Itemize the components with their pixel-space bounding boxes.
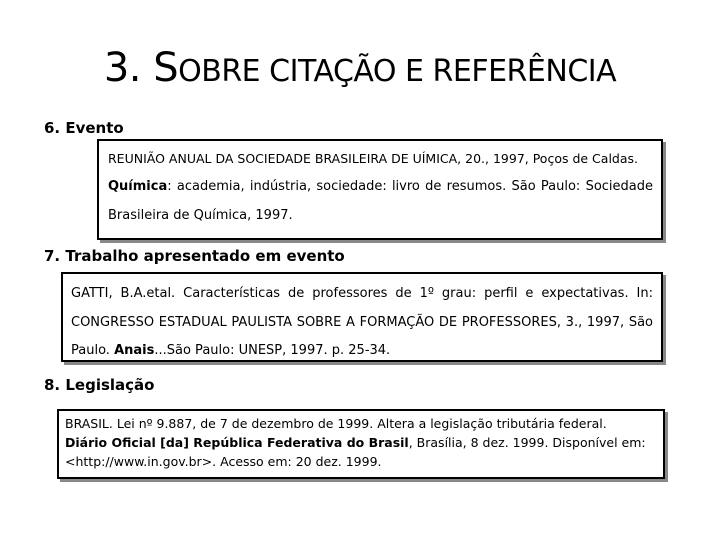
reference-line: GATTI, B.A.etal. Características de professores de 1º grau: perfil e expectativas. In: [71, 286, 653, 301]
title-part-2: Ê [526, 54, 546, 89]
section-heading-trabalho: 7. Trabalho apresentado em evento [44, 247, 345, 265]
reference-line [65, 435, 646, 450]
title-first-letter: S [153, 45, 179, 91]
reference-bold: Diário Oficial [da] República Federativa do Brasil [65, 435, 409, 450]
reference-line: BRASIL. Lei nº 9.887, de 7 de dezembro de 1999. Altera a legislação tributária federal. [65, 416, 607, 431]
reference-line [108, 179, 653, 194]
title-number: 3. [103, 45, 154, 91]
slide-title [0, 44, 720, 96]
section-heading-legislacao: 8. Legislação [44, 376, 155, 394]
reference-line: CONGRESSO ESTADUAL PAULISTA SOBRE A FORMAÇÃO DE PROFESSORES, 3., 1997, São [71, 315, 653, 330]
reference-line: REUNIÃO ANUAL DA SOCIEDADE BRASILEIRA DE UÍMICA, 20., 1997, Poços de Caldas. [108, 151, 638, 166]
reference-box-legislacao [57, 409, 665, 479]
reference-line: <http://www.in.gov.br>. Acesso em: 20 dez. 1999. [65, 454, 382, 469]
section-heading-evento: 6. Evento [44, 119, 124, 137]
title-part-1: OBRE CITAÇÃO E REFER [178, 54, 527, 89]
title-part-3: NCIA [545, 54, 617, 89]
reference-text: ...São Paulo: UNESP, 1997. p. 25-34. [154, 343, 391, 358]
reference-line: Brasileira de Química, 1997. [108, 208, 293, 223]
reference-text: Paulo. [71, 343, 115, 358]
reference-bold: Anais [114, 343, 155, 358]
reference-box-trabalho [61, 272, 663, 362]
reference-text: : academia, indústria, sociedade: livro de resumos. São Paulo: Sociedade [167, 179, 653, 194]
reference-box-evento [97, 139, 663, 240]
reference-bold: Química [108, 179, 168, 194]
reference-text: , Brasília, 8 dez. 1999. Disponível em: [408, 435, 646, 450]
reference-line [71, 343, 390, 358]
